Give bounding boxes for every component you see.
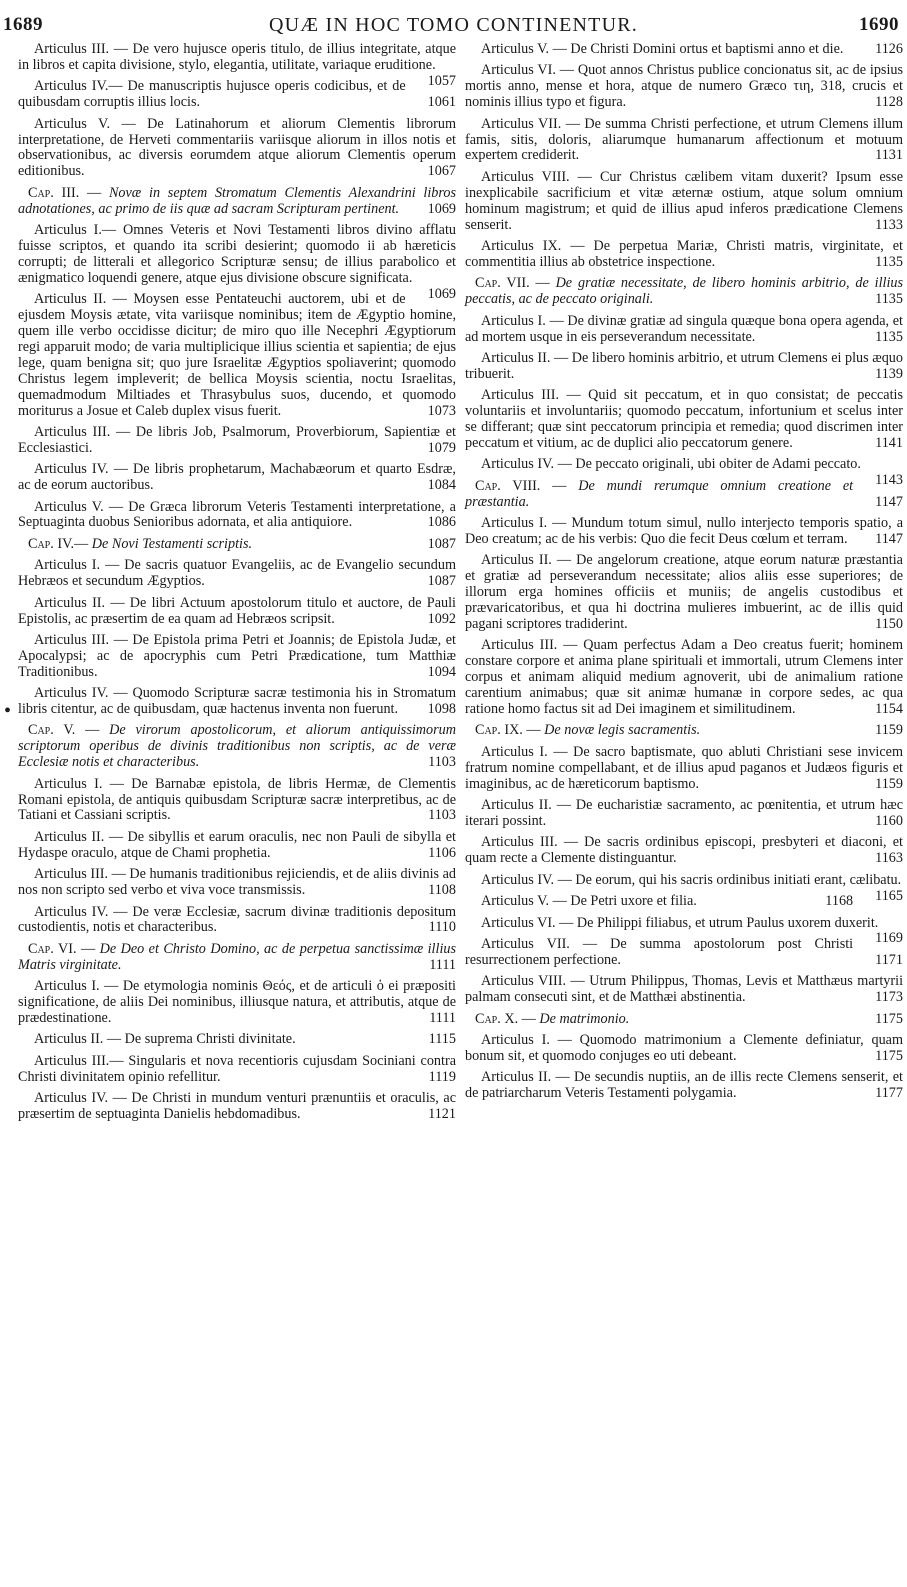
chapter-entry bbox=[465, 1012, 903, 1028]
article-entry bbox=[18, 905, 456, 937]
page-reference: 1103 bbox=[428, 754, 456, 771]
entry-text: De vero hujusce operis titulo, de illius integritate, atque in libros et capita divisione, stylo, elegantia, utilitate, variaque eruditione. bbox=[18, 41, 456, 73]
article-entry bbox=[465, 1033, 903, 1065]
entry-text: De angelorum creatione, atque eorum naturæ præstantia et gratiæ ad perseverandum necessitate; alios aliis esse superiores; de illorum erga homines officiis et muniis; de angelis custodibus et prævaricatoribus, et qua hi doctrina mulieres imbuerint, ac de illis quid pagani scriptores tradiderint. bbox=[465, 552, 903, 632]
page-reference: 1119 bbox=[428, 1068, 456, 1085]
entry-text: De perpetua Mariæ, Christi matris, virginitate, et commentitia illius ab obstetrice inspectione. bbox=[465, 237, 903, 270]
entry-text: De virorum apostolicorum, et aliorum antiquissimorum scriptorum operibus de divinis traditionibus non scriptis, ac de veræ Ecclesiæ notis et characteribus. bbox=[18, 722, 456, 771]
entry-label: Articulus II. — bbox=[34, 594, 125, 611]
entry-text: Singularis et nova recentioris cujusdam Sociniani contra Christi divinitatem opinio refellitur. bbox=[18, 1052, 456, 1085]
entry-text: De libero hominis arbitrio, et utrum Clemens ei plus æquo tribuerit. bbox=[465, 349, 903, 382]
entry-text: De Philippi filiabus, et utrum Paulus uxorem duxerit. bbox=[573, 914, 879, 931]
page-reference: 1086 bbox=[427, 514, 456, 531]
chapter-entry bbox=[465, 723, 903, 739]
article-entry bbox=[465, 314, 903, 346]
entry-text: De sacris ordinibus episcopi, presbyteri et diaconi, et quam recte a Clemente distinguantur. bbox=[465, 834, 903, 867]
article-entry bbox=[465, 351, 903, 383]
entry-text: De libri Actuum apostolorum titulo et auctore, de Pauli Epistolis, ac præsertim de ea quam ad Hebræos scripsit. bbox=[18, 594, 456, 627]
entry-label: Cap. IV.— bbox=[28, 535, 89, 552]
chapter-entry bbox=[465, 479, 903, 511]
article-entry bbox=[465, 974, 903, 1006]
left-column bbox=[18, 42, 456, 1128]
article-entry bbox=[465, 937, 903, 969]
page-reference: 1171 bbox=[875, 951, 903, 968]
entry-label: Cap. VI. — bbox=[28, 940, 96, 957]
article-entry bbox=[18, 292, 456, 419]
article-entry bbox=[465, 239, 903, 271]
article-entry bbox=[465, 63, 903, 111]
entry-label: Articulus I. — bbox=[34, 557, 120, 574]
page-reference: 1150 bbox=[875, 616, 903, 632]
entry-label: Articulus III. — bbox=[481, 637, 578, 654]
entry-text: Cur Christus cælibem vitam duxerit? Ipsum esse inexplicabile sacrificium et vitæ æternæ ostium, atque solum omnium hominum magistrum; et quid de illius apud inferos prædicatione Clemens senserit. bbox=[465, 168, 903, 233]
entry-label: Articulus IV. — bbox=[34, 685, 128, 702]
page-reference: 1135 bbox=[875, 328, 903, 345]
article-entry bbox=[465, 516, 903, 548]
entry-text: De mundi rerumque omnium creatione et præstantia. bbox=[465, 477, 854, 510]
entry-label: Articulus IV. — bbox=[34, 1090, 127, 1107]
entry-text: De peccato originali, ubi obiter de Adami peccato. bbox=[571, 456, 861, 473]
entry-label: Articulus I. — bbox=[34, 775, 124, 792]
entry-label: Cap. IX. — bbox=[475, 722, 541, 739]
entry-label: Articulus II. — bbox=[481, 349, 569, 366]
article-entry bbox=[18, 500, 456, 532]
article-entry bbox=[18, 1054, 456, 1086]
entry-label: Articulus II. — bbox=[481, 1069, 570, 1086]
page-reference: 1111 bbox=[429, 1009, 456, 1026]
article-entry bbox=[465, 42, 903, 58]
page-reference: 1115 bbox=[428, 1031, 456, 1048]
entry-label: Cap. III. — bbox=[28, 184, 102, 201]
article-entry bbox=[18, 596, 456, 628]
page-reference: 1131 bbox=[875, 147, 903, 164]
running-title: QUÆ IN HOC TOMO CONTINENTUR. bbox=[269, 14, 638, 36]
entry-text: De sibyllis et earum oraculis, nec non Pauli de sibylla et Hydaspe oraculo, atque de Chami prophetia. bbox=[18, 828, 456, 861]
entry-text: De manuscriptis hujusce operis codicibus, et de quibusdam corruptis illius locis. bbox=[18, 78, 406, 111]
page-reference: 1165 bbox=[875, 887, 903, 904]
entry-text: Quid sit peccatum, et in quo consistat; de peccatis voluntariis et involuntariis; quomodo peccatum, infortunium et scelus inter se differant; quæ sint peccatorum principia et remedia; quod discrimen inter peccatum et vitium, ac de duplici alio peccatorum genere. bbox=[465, 387, 903, 451]
article-entry bbox=[465, 798, 903, 830]
entry-text: Quam perfectus Adam a Deo creatus fuerit; hominem constare corpore et anima plane spirituali et immortali, utrum Clemens inter corpus et animam aliquid medium agnoverit, ubi de animalium ratione carentium animabus; quæ sit animæ humanæ in corpore sedes, ac qua ratione homo factus sit ad Dei imaginem et similitudinem. bbox=[465, 637, 903, 718]
entry-label: Articulus VIII. — bbox=[481, 168, 592, 185]
article-entry bbox=[465, 388, 903, 452]
entry-label: Articulus II. — bbox=[34, 1031, 122, 1048]
page-reference: 1168 bbox=[825, 893, 854, 910]
page-reference: 1128 bbox=[875, 94, 903, 111]
entry-label: Articulus I. — bbox=[34, 978, 119, 995]
page-reference: 1160 bbox=[875, 812, 903, 829]
entry-label: Articulus III. — bbox=[481, 387, 581, 404]
page-reference: 1111 bbox=[429, 956, 456, 973]
article-entry bbox=[465, 1070, 903, 1102]
entry-label: Articulus II. — bbox=[481, 552, 572, 569]
page-reference: 1121 bbox=[428, 1105, 456, 1122]
entry-label: Articulus II. — bbox=[481, 797, 571, 814]
entry-label: Articulus IV. — bbox=[34, 461, 128, 478]
article-entry bbox=[18, 867, 456, 899]
entry-text: Quomodo Scripturæ sacræ testimonia his in Stromatum libris citentur, ac de quibusdam, quæ hactenus inventa non fuerunt. bbox=[18, 685, 456, 718]
article-entry bbox=[465, 553, 903, 633]
entry-label: Cap. X. — bbox=[475, 1010, 536, 1027]
chapter-entry bbox=[18, 942, 456, 974]
article-entry bbox=[465, 745, 903, 793]
entry-text: De eorum, qui his sacris ordinibus initiati erant, cælibatu. bbox=[571, 871, 902, 888]
entry-text: Mundum totum simul, nullo interjecto temporis spatio, a Deo creatum; ac de his verbis: Quo die fecit Deus cœlum et terram. bbox=[465, 515, 903, 547]
entry-text: De Christi Domini ortus et baptismi anno et die. bbox=[566, 41, 844, 57]
page-reference: 1147 bbox=[875, 530, 903, 547]
entry-text: De summa apostolorum post Christi resurrectionem perfectione. bbox=[465, 935, 854, 968]
entry-label: Articulus III. — bbox=[34, 423, 131, 440]
entry-label: Articulus VII. — bbox=[481, 115, 580, 132]
entry-label: Articulus IV. — bbox=[481, 871, 572, 888]
entry-text: De Christi in mundum venturi prænuntiis et oraculis, ac præsertim de septuaginta Danielis hebdomadibus. bbox=[18, 1090, 456, 1122]
entry-text: De gratiæ necessitate, de libero hominis arbitrio, de illius peccatis, ac de peccato originali. bbox=[465, 275, 904, 308]
chapter-entry bbox=[18, 186, 456, 218]
entry-label: Articulus IV. — bbox=[481, 456, 572, 473]
entry-text: De matrimonio. bbox=[535, 1010, 630, 1027]
page-reference: 1092 bbox=[427, 610, 456, 627]
entry-text: De Græca librorum Veteris Testamenti interpretatione, a Septuaginta duobus Senioribus adornata, et alia antiquiore. bbox=[18, 498, 456, 531]
page-reference: 1087 bbox=[427, 535, 456, 552]
article-entry bbox=[18, 633, 456, 681]
chapter-entry bbox=[18, 723, 456, 771]
entry-text: De Epistola prima Petri et Joannis; de Epistola Judæ, et Apocalypsi; ac de apocryphis cum Petri Prædicatione, tum Matthiæ Traditionibus. bbox=[18, 631, 456, 680]
page-reference: 1069 bbox=[427, 200, 456, 217]
entry-label: Articulus IX. — bbox=[481, 237, 585, 254]
entry-label: Articulus VI. — bbox=[481, 62, 574, 79]
entry-text: Omnes Veteris et Novi Testamenti libros divino afflatu fuisse scriptos, et quando ita scribi desierint; quomodo ii ab hæreticis corrupti; de litterali et allegorico Scripturæ sensu; de illius parabolico et ænigmatico loquendi genere, atque ejus divisione obscure significata. bbox=[18, 222, 457, 286]
page-header bbox=[0, 10, 907, 40]
entry-text: De Deo et Christo Domino, ac de perpetua sanctissimæ illius Matris virginitate. bbox=[18, 940, 457, 973]
page-reference: 1154 bbox=[875, 701, 903, 718]
entry-label: Articulus VII. — bbox=[481, 935, 598, 952]
page-reference: 1126 bbox=[875, 41, 903, 57]
page-reference: 1141 bbox=[875, 434, 903, 451]
entry-label: Articulus I.— bbox=[34, 222, 117, 239]
entry-text: De Barnabæ epistola, de libris Hermæ, de Clementis Romani epistola, de antiquis quibusdam Scripturæ sacræ interpretibus, ac de Tatiani et Cassiani scriptis. bbox=[18, 775, 456, 824]
page-reference: 1159 bbox=[875, 722, 903, 739]
entry-text: De sacro baptismate, quo abluti Christiani sese invicem fratrum nomine compellabant, et de illius apud paganos et Judæos figuris et imaginibus, ac de hæreticorum baptismo. bbox=[465, 743, 904, 792]
article-entry bbox=[18, 1032, 456, 1048]
page-reference: 1159 bbox=[875, 775, 903, 792]
entry-label: Cap. VIII. — bbox=[475, 477, 567, 494]
article-entry bbox=[18, 117, 456, 181]
chapter-entry bbox=[18, 537, 456, 553]
article-entry bbox=[18, 79, 456, 111]
entry-text: Quomodo matrimonium a Clemente definiatur, quam bonum sit, et quomodo conjuges eo uti debeant. bbox=[465, 1031, 903, 1064]
entry-text: De etymologia nominis Θεός, et de articuli ὁ ei præpositi significatione, de aliis Dei nominibus, illiusque natura, et attributis, atque de prædestinatione. bbox=[18, 978, 456, 1026]
page-number-left: 1689 bbox=[3, 14, 43, 35]
page-reference: 1173 bbox=[875, 989, 903, 1006]
entry-text: De Latinahorum et aliorum Clementis librorum interpretatione, de Herveti commentariis variisque aliorum in illos notis et observationibus, ac diversis eorumdem atque aliorum Clementis operum editionibus. bbox=[18, 115, 456, 180]
entry-text: De veræ Ecclesiæ, sacrum divinæ traditionis depositum custodientis, notis et characteribus. bbox=[18, 903, 456, 936]
entry-label: Articulus IV. — bbox=[34, 903, 128, 920]
entry-label: Articulus I. — bbox=[481, 743, 568, 760]
page-reference: 1069 bbox=[427, 285, 456, 302]
page-reference: 1143 bbox=[875, 472, 903, 489]
page-reference: 1061 bbox=[427, 94, 456, 111]
entry-label: Articulus V. — bbox=[481, 41, 567, 57]
entry-label: Articulus V. — bbox=[34, 115, 136, 132]
article-entry bbox=[465, 117, 903, 165]
entry-label: Articulus III. — bbox=[481, 834, 579, 851]
article-entry bbox=[18, 686, 456, 718]
page-reference: 1087 bbox=[427, 573, 456, 590]
entry-text: Quot annos Christus publice concionatus sit, ac de ipsius mortis anno, mense et hora, atque de numero Græco τιη, 318, crucis et nominis illius typo et figura. bbox=[465, 62, 904, 111]
page-reference: 1106 bbox=[428, 844, 456, 861]
entry-label: Articulus V. — bbox=[481, 893, 567, 910]
entry-label: Articulus VI. — bbox=[481, 914, 574, 931]
page-reference: 1094 bbox=[427, 663, 456, 680]
entry-label: Articulus IV.— bbox=[34, 78, 123, 95]
article-entry bbox=[465, 638, 903, 718]
article-entry bbox=[465, 835, 903, 867]
page-reference: 1079 bbox=[427, 439, 456, 456]
article-entry bbox=[18, 425, 456, 457]
entry-label: Articulus II. — bbox=[34, 828, 124, 845]
page-reference: 1103 bbox=[428, 807, 456, 824]
entry-text: De summa Christi perfectione, et utrum Clemens illum famis, sitis, doloris, aliarumque humanarum affectionum et motuum expertem crediderit. bbox=[465, 115, 903, 164]
article-entry bbox=[18, 979, 456, 1027]
page-reference: 1073 bbox=[427, 402, 456, 419]
entry-text: De humanis traditionibus rejiciendis, et de aliis divinis ad nos non scripto sed verbo et viva voce transmissis. bbox=[18, 866, 457, 899]
entry-text: De secundis nuptiis, an de illis recte Clemens senserit, et de patriarcharum Veteris Testamenti polygamia. bbox=[465, 1069, 903, 1102]
article-entry bbox=[465, 170, 903, 234]
entry-text: De divinæ gratiæ ad singula quæque bona opera agenda, et ad mortem usque in eis perseverandum necessitate. bbox=[465, 312, 903, 345]
entry-text: Moysen esse Pentateuchi auctorem, ubi et de ejusdem Moysis ætate, vita variisque nominibus; item de Ægyptio homine, quem ille verbo occidisse dicitur; de miro quo ille Necephri Ægyptiorum regi apparuit modo; de varia multiplicique illius scientia et sapientia; de ejus lege, quam benigna sit; quo jure Israelitæ Ægyptios spoliaverint; quomodo Christus legem impleverit; de bellica Moysis scientia, noctu Israelitas, quemadmodum Miltiades et Thrasybulus suos, ducendo, et quomodo moriturus a Josue et Caleb duplex visus fuerit. bbox=[18, 291, 456, 419]
entry-text: Utrum Philippus, Thomas, Levis et Matthæus martyrii palmam consecuti sint, et de Matthæi abstinentia. bbox=[465, 973, 904, 1006]
entry-text: De sacris quatuor Evangeliis, ac de Evangelio secundum Hebræos et secundum Ægyptios. bbox=[18, 557, 456, 590]
page-reference: 1135 bbox=[875, 253, 903, 270]
page-reference: 1169 bbox=[875, 930, 903, 947]
entry-text: De eucharistiæ sacramento, ac pœnitentia, et utrum hæc iterari possint. bbox=[465, 797, 903, 829]
entry-label: Articulus III. — bbox=[34, 866, 126, 883]
page-reference: 1135 bbox=[875, 291, 903, 308]
page-number-right: 1690 bbox=[859, 14, 899, 35]
page-reference: 1177 bbox=[875, 1085, 903, 1102]
entry-text: Novæ in septem Stromatum Clementis Alexandrini libros adnotationes, ac primo de iis quæ ad sacram Scripturam pertinent. bbox=[18, 184, 456, 217]
entry-text: De libris prophetarum, Machabæorum et quarto Esdræ, ac de eorum auctoribus. bbox=[18, 461, 456, 494]
page-reference: 1139 bbox=[875, 365, 903, 382]
chapter-entry bbox=[465, 276, 903, 308]
article-entry bbox=[18, 830, 456, 862]
entry-text: De libris Job, Psalmorum, Proverbiorum, Sapientiæ et Ecclesiastici. bbox=[18, 423, 456, 456]
right-column bbox=[465, 42, 903, 1108]
page-reference: 1133 bbox=[875, 216, 903, 233]
page-reference: 1108 bbox=[428, 882, 456, 899]
entry-label: Cap. V. — bbox=[28, 722, 100, 739]
entry-label: Articulus II. — bbox=[34, 291, 127, 308]
entry-text: De Novi Testamenti scriptis. bbox=[88, 535, 253, 552]
entry-label: Articulus III.— bbox=[34, 1052, 124, 1069]
page-reference: 1084 bbox=[427, 477, 456, 494]
article-entry bbox=[18, 558, 456, 590]
page-reference: 1175 bbox=[875, 1047, 903, 1064]
entry-text: De novæ legis sacramentis. bbox=[540, 722, 701, 739]
entry-text: De Petri uxore et filia. bbox=[566, 893, 697, 910]
margin-dot-icon: • bbox=[4, 700, 12, 722]
page-reference: 1110 bbox=[428, 919, 456, 936]
entry-label: Articulus VIII. — bbox=[481, 973, 585, 990]
page-reference: 1147 bbox=[875, 493, 903, 510]
entry-label: Cap. VII. — bbox=[475, 275, 550, 292]
entry-label: Articulus V. — bbox=[34, 498, 124, 515]
entry-label: Articulus I. — bbox=[481, 515, 567, 532]
entry-label: Articulus III. — bbox=[34, 41, 128, 57]
page-reference: 1098 bbox=[427, 701, 456, 718]
article-entry bbox=[18, 462, 456, 494]
article-entry bbox=[18, 1091, 456, 1123]
article-entry bbox=[18, 777, 456, 825]
entry-text: De suprema Christi divinitate. bbox=[121, 1031, 296, 1048]
page-reference: 1175 bbox=[875, 1010, 903, 1027]
article-entry bbox=[465, 894, 903, 910]
page-reference: 1163 bbox=[875, 850, 903, 867]
entry-label: Articulus I. — bbox=[481, 1031, 572, 1048]
entry-label: Articulus I. — bbox=[481, 312, 564, 329]
entry-label: Articulus III. — bbox=[34, 631, 128, 648]
page-reference: 1057 bbox=[427, 72, 456, 89]
page-reference: 1067 bbox=[427, 163, 456, 180]
